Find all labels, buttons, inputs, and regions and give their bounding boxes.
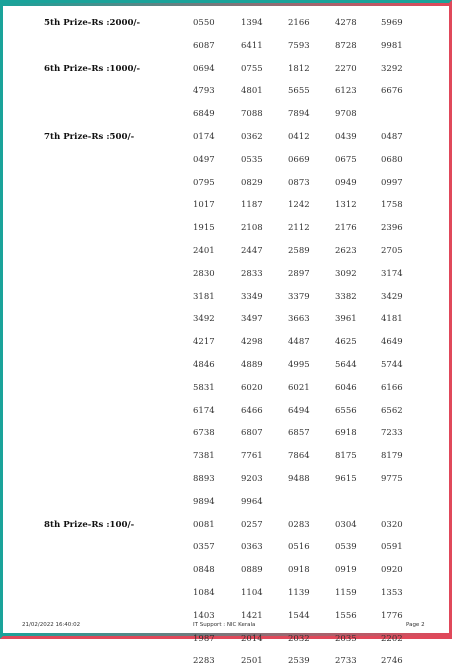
ticket-number: 4649	[381, 337, 403, 348]
ticket-number: 1084	[193, 588, 215, 598]
ticket-number: 0829	[241, 177, 263, 188]
ticket-number: 4181	[381, 314, 403, 325]
ticket-number: 7864	[288, 451, 310, 462]
ticket-number: 4278	[335, 18, 357, 28]
ticket-number: 1987	[193, 633, 215, 644]
ticket-number: 2270	[335, 63, 357, 74]
ticket-number: 6466	[241, 405, 263, 416]
number-row	[0, 565, 452, 577]
ticket-number: 0487	[381, 132, 403, 142]
ticket-number: 7088	[241, 109, 263, 120]
number-row	[0, 634, 452, 646]
ticket-number: 1017	[193, 200, 215, 211]
ticket-number: 9615	[335, 474, 357, 484]
ticket-number: 1159	[335, 588, 357, 598]
ticket-number: 2035	[335, 633, 357, 644]
ticket-number: 4889	[241, 360, 263, 370]
ticket-number: 1544	[288, 610, 310, 621]
ticket-number: 6020	[241, 382, 263, 393]
number-row	[0, 474, 452, 486]
ticket-number: 6918	[335, 428, 357, 439]
ticket-number: 1812	[288, 63, 310, 74]
ticket-number: 0412	[288, 132, 310, 142]
ticket-number: 2401	[193, 246, 215, 256]
ticket-number: 0848	[193, 565, 215, 576]
ticket-number: 6807	[241, 428, 263, 439]
ticket-number: 2112	[288, 223, 310, 234]
prize-label: 7th Prize-Rs :500/-	[44, 132, 135, 142]
number-row	[0, 656, 452, 668]
ticket-number: 2833	[241, 268, 263, 279]
ticket-number: 3663	[288, 314, 310, 325]
ticket-number: 3497	[241, 314, 263, 325]
ticket-number: 0550	[193, 18, 215, 28]
number-row	[0, 132, 452, 144]
ticket-number: 3379	[288, 291, 310, 302]
ticket-number: 6562	[381, 405, 403, 416]
number-row	[0, 497, 452, 509]
ticket-number: 3181	[193, 291, 215, 302]
ticket-number: 3961	[335, 314, 357, 325]
ticket-number: 2108	[241, 223, 263, 234]
prize-label: 8th Prize-Rs :100/-	[44, 519, 135, 530]
number-row	[0, 18, 452, 30]
ticket-number: 9964	[241, 496, 263, 507]
ticket-number: 3092	[335, 268, 357, 279]
number-row	[0, 86, 452, 98]
ticket-number: 0755	[241, 63, 263, 74]
ticket-number: 3349	[241, 291, 263, 302]
ticket-number: 0363	[241, 542, 263, 553]
ticket-number: 0362	[241, 132, 263, 142]
ticket-number: 4793	[193, 86, 215, 97]
number-row	[0, 542, 452, 554]
ticket-number: 0497	[193, 154, 215, 165]
ticket-number: 0889	[241, 565, 263, 576]
ticket-number: 1403	[193, 610, 215, 621]
ticket-number: 4487	[288, 337, 310, 348]
ticket-number: 4625	[335, 337, 357, 348]
number-row	[0, 451, 452, 463]
ticket-number: 6087	[193, 40, 215, 51]
ticket-number: 0997	[381, 177, 403, 188]
ticket-number: 0919	[335, 565, 357, 576]
ticket-number: 9981	[381, 40, 403, 51]
number-row	[0, 406, 452, 418]
ticket-number: 1139	[288, 588, 310, 598]
ticket-number: 1758	[381, 200, 403, 211]
ticket-number: 4846	[193, 360, 215, 370]
number-row	[0, 223, 452, 235]
ticket-number: 8175	[335, 451, 357, 462]
ticket-number: 9488	[288, 474, 310, 484]
number-row	[0, 292, 452, 304]
number-row	[0, 588, 452, 600]
ticket-number: 0283	[288, 519, 310, 530]
ticket-number: 5969	[381, 18, 403, 28]
ticket-number: 6738	[193, 428, 215, 439]
ticket-number: 0918	[288, 565, 310, 576]
ticket-number: 9708	[335, 109, 357, 120]
number-row	[0, 41, 452, 53]
ticket-number: 6411	[241, 40, 263, 51]
ticket-number: 0081	[193, 519, 215, 530]
ticket-number: 2032	[288, 633, 310, 644]
ticket-number: 6166	[381, 382, 403, 393]
ticket-number: 2501	[241, 656, 263, 667]
ticket-number: 7593	[288, 40, 310, 51]
ticket-number: 2897	[288, 268, 310, 279]
ticket-number: 4217	[193, 337, 215, 348]
ticket-number: 1394	[241, 18, 263, 28]
ticket-number: 6494	[288, 405, 310, 416]
ticket-number: 0174	[193, 132, 215, 142]
ticket-number: 0257	[241, 519, 263, 530]
ticket-number: 0320	[381, 519, 403, 530]
ticket-number: 0949	[335, 177, 357, 188]
number-row	[0, 337, 452, 349]
ticket-number: 2746	[381, 656, 403, 667]
ticket-number: 0694	[193, 63, 215, 74]
ticket-number: 0357	[193, 542, 215, 553]
ticket-number: 9203	[241, 474, 263, 484]
ticket-number: 2589	[288, 246, 310, 256]
number-row	[0, 360, 452, 372]
ticket-number: 7761	[241, 451, 263, 462]
ticket-number: 6021	[288, 382, 310, 393]
ticket-number: 1915	[193, 223, 215, 234]
number-row	[0, 178, 452, 190]
ticket-number: 5831	[193, 382, 215, 393]
number-row	[0, 155, 452, 167]
ticket-number: 3382	[335, 291, 357, 302]
ticket-number: 2623	[335, 246, 357, 256]
ticket-number: 5655	[288, 86, 310, 97]
ticket-number: 0920	[381, 565, 403, 576]
footer-timestamp: 21/02/2022 16:40:02	[22, 622, 81, 628]
ticket-number: 6676	[381, 86, 403, 97]
ticket-number: 4801	[241, 86, 263, 97]
ticket-number: 2396	[381, 223, 403, 234]
ticket-number: 0539	[335, 542, 357, 553]
ticket-number: 2283	[193, 656, 215, 667]
ticket-number: 5644	[335, 360, 357, 370]
number-row	[0, 520, 452, 532]
ticket-number: 6556	[335, 405, 357, 416]
ticket-number: 0680	[381, 154, 403, 165]
ticket-number: 8179	[381, 451, 403, 462]
ticket-number: 1242	[288, 200, 310, 211]
ticket-number: 0591	[381, 542, 403, 553]
footer-page-number: Page 2	[406, 622, 425, 628]
ticket-number: 2166	[288, 18, 310, 28]
number-row	[0, 611, 452, 623]
ticket-number: 3429	[381, 291, 403, 302]
ticket-number: 0439	[335, 132, 357, 142]
number-row	[0, 428, 452, 440]
ticket-number: 6849	[193, 109, 215, 120]
number-row	[0, 314, 452, 326]
number-row	[0, 200, 452, 212]
ticket-number: 3174	[381, 268, 403, 279]
ticket-number: 4995	[288, 360, 310, 370]
ticket-number: 0535	[241, 154, 263, 165]
ticket-number: 7381	[193, 451, 215, 462]
ticket-number: 2830	[193, 268, 215, 279]
ticket-number: 8893	[193, 474, 215, 484]
ticket-number: 0675	[335, 154, 357, 165]
ticket-number: 9894	[193, 496, 215, 507]
ticket-number: 4298	[241, 337, 263, 348]
ticket-number: 2447	[241, 246, 263, 256]
number-row	[0, 109, 452, 121]
ticket-number: 5744	[381, 360, 403, 370]
ticket-number: 2176	[335, 223, 357, 234]
ticket-number: 3492	[193, 314, 215, 325]
ticket-number: 0516	[288, 542, 310, 553]
ticket-number: 2705	[381, 246, 403, 256]
number-row	[0, 246, 452, 258]
ticket-number: 0795	[193, 177, 215, 188]
page-footer	[0, 622, 452, 632]
ticket-number: 9775	[381, 474, 403, 484]
ticket-number: 1187	[241, 200, 263, 211]
ticket-number: 1104	[241, 588, 263, 598]
ticket-number: 6857	[288, 428, 310, 439]
ticket-number: 1312	[335, 200, 357, 211]
number-row	[0, 383, 452, 395]
ticket-number: 6046	[335, 382, 357, 393]
prize-label: 5th Prize-Rs :2000/-	[44, 18, 141, 28]
ticket-number: 2202	[381, 633, 403, 644]
number-row	[0, 64, 452, 76]
ticket-number: 6123	[335, 86, 357, 97]
ticket-number: 0873	[288, 177, 310, 188]
ticket-number: 7233	[381, 428, 403, 439]
ticket-number: 2733	[335, 656, 357, 667]
ticket-number: 8728	[335, 40, 357, 51]
ticket-number: 2014	[241, 633, 263, 644]
ticket-number: 7894	[288, 109, 310, 120]
number-row	[0, 269, 452, 281]
ticket-number: 6174	[193, 405, 215, 416]
ticket-number: 1556	[335, 610, 357, 621]
footer-support: IT Support : NIC Kerala	[193, 622, 256, 628]
ticket-number: 1776	[381, 610, 403, 621]
ticket-number: 2539	[288, 656, 310, 667]
ticket-number: 0669	[288, 154, 310, 165]
prize-label: 6th Prize-Rs :1000/-	[44, 63, 141, 74]
ticket-number: 1421	[241, 610, 263, 621]
ticket-number: 3292	[381, 63, 403, 74]
ticket-number: 0304	[335, 519, 357, 530]
ticket-number: 1353	[381, 588, 403, 598]
